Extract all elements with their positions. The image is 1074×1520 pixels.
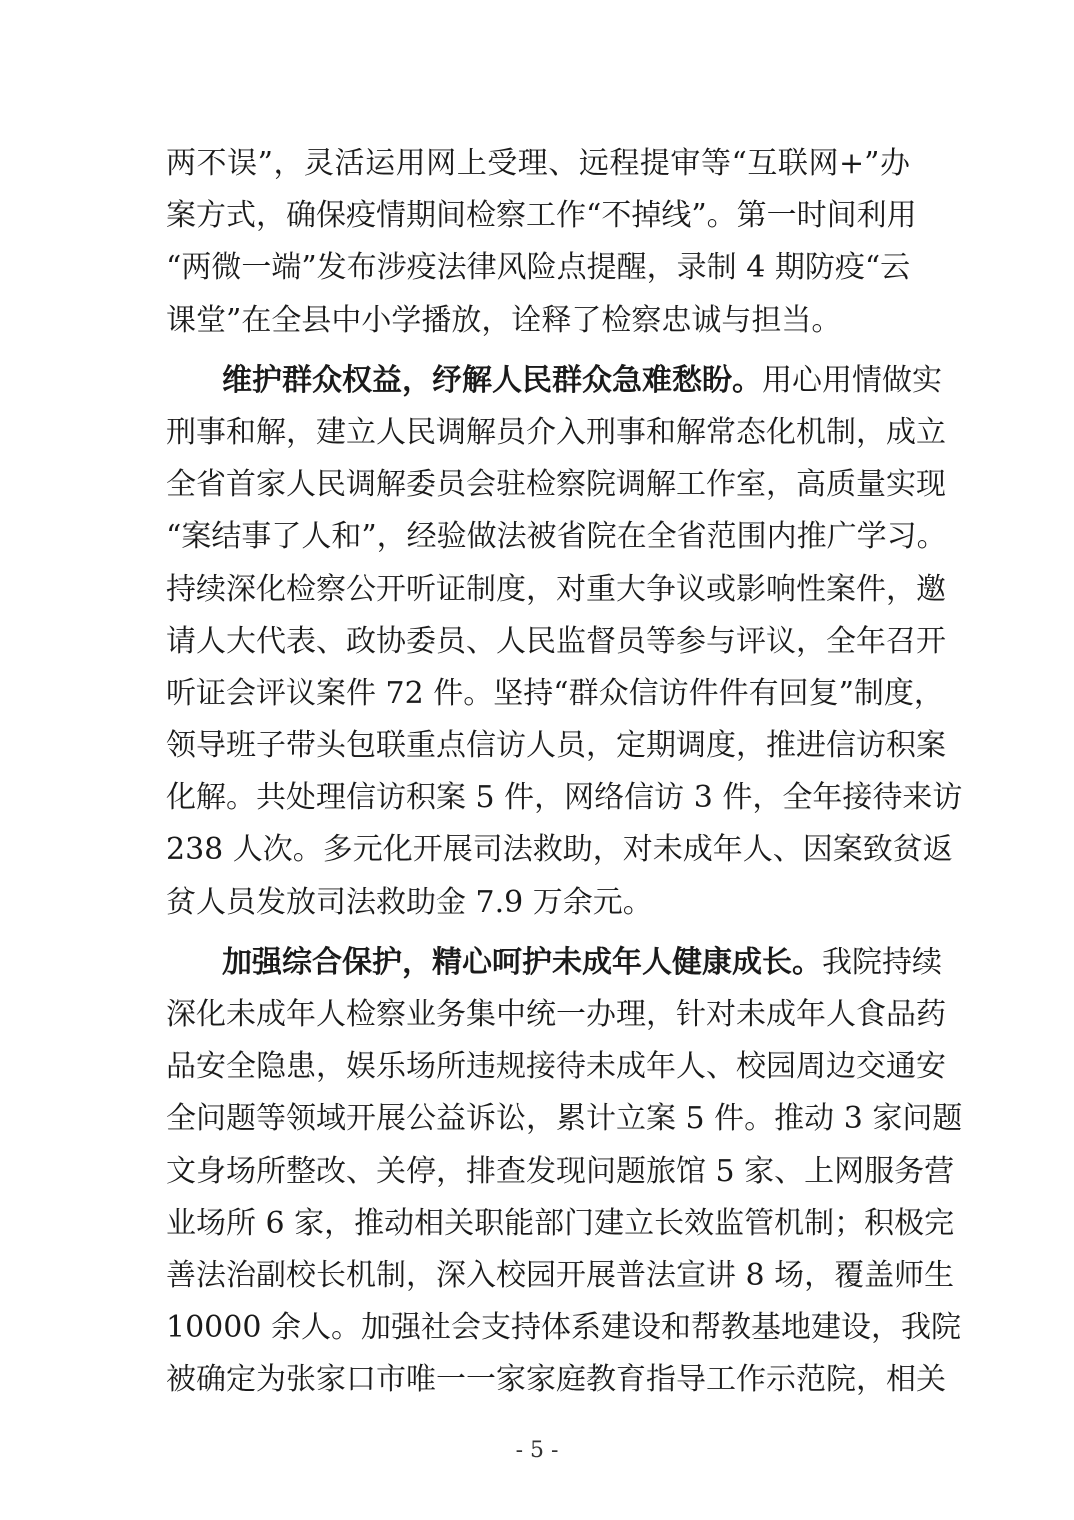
paragraph-heading: 维护群众权益，纾解人民群众急难愁盼。 bbox=[222, 362, 762, 398]
text-line: 贫人员发放司法救助金 7.9 万余元。 bbox=[166, 884, 653, 920]
text-line: 两不误”，灵活运用网上受理、远程提审等“互联网+”办 bbox=[166, 146, 910, 181]
text-line: 文身场所整改、关停，排查发现问题旅馆 5 家、上网服务营 bbox=[166, 1153, 955, 1189]
text-line: 10000 余人。加强社会支持体系建设和帮教基地建设，我院 bbox=[166, 1310, 961, 1346]
text-line: 品安全隐患，娱乐场所违规接待未成年人、校园周边交通安 bbox=[166, 1049, 946, 1085]
text-line: 化解。共处理信访积案 5 件，网络信访 3 件，全年接待来访 bbox=[166, 780, 963, 816]
text-line: 课堂”在全县中小学播放，诠释了检察忠诚与担当。 bbox=[166, 302, 842, 338]
text-line: 请人大代表、政协委员、人民监督员等参与评议，全年召开 bbox=[166, 623, 946, 659]
text-line: 刑事和解，建立人民调解员介入刑事和解常态化机制，成立 bbox=[166, 414, 946, 450]
text-line: 被确定为张家口市唯一一家家庭教育指导工作示范院，相关 bbox=[166, 1362, 946, 1398]
text-line: 业场所 6 家，推动相关职能部门建立长效监管机制；积极完 bbox=[166, 1205, 955, 1241]
text-line: “两微一端”发布涉疫法律风险点提醒，录制 4 期防疫“云 bbox=[166, 250, 911, 286]
text-line bbox=[166, 937, 942, 989]
paragraph bbox=[166, 355, 963, 929]
paragraph bbox=[166, 138, 917, 347]
paragraph-heading: 加强综合保护，精心呵护未成年人健康成长。 bbox=[222, 944, 822, 980]
text-line: 238 人次。多元化开展司法救助，对未成年人、因案致贫返 bbox=[166, 832, 953, 868]
text-line: 持续深化检察公开听证制度，对重大争议或影响性案件，邀 bbox=[166, 571, 946, 607]
text-line bbox=[166, 355, 942, 407]
text-line: 全问题等领域开展公益诉讼，累计立案 5 件。推动 3 家问题 bbox=[166, 1101, 963, 1137]
text-run: 我院持续 bbox=[822, 944, 942, 980]
text-line: 全省首家人民调解委员会驻检察院调解工作室，高质量实现 bbox=[166, 467, 946, 503]
page-number: - 5 - bbox=[515, 1438, 559, 1463]
text-line: 善法治副校长机制，深入校园开展普法宣讲 8 场，覆盖师生 bbox=[166, 1257, 955, 1293]
document-body bbox=[166, 138, 963, 1407]
text-run: 用心用情做实 bbox=[762, 362, 942, 398]
text-line: 深化未成年人检察业务集中统一办理，针对未成年人食品药 bbox=[166, 997, 946, 1032]
paragraph bbox=[166, 937, 963, 1407]
text-line: 听证会评议案件 72 件。坚持“群众信访件件有回复”制度， bbox=[166, 675, 944, 711]
text-line: “案结事了人和”，经验做法被省院在全省范围内推广学习。 bbox=[166, 519, 947, 555]
text-line: 领导班子带头包联重点信访人员，定期调度，推进信访积案 bbox=[166, 728, 946, 764]
text-line: 案方式，确保疫情期间检察工作“不掉线”。第一时间利用 bbox=[166, 198, 917, 234]
